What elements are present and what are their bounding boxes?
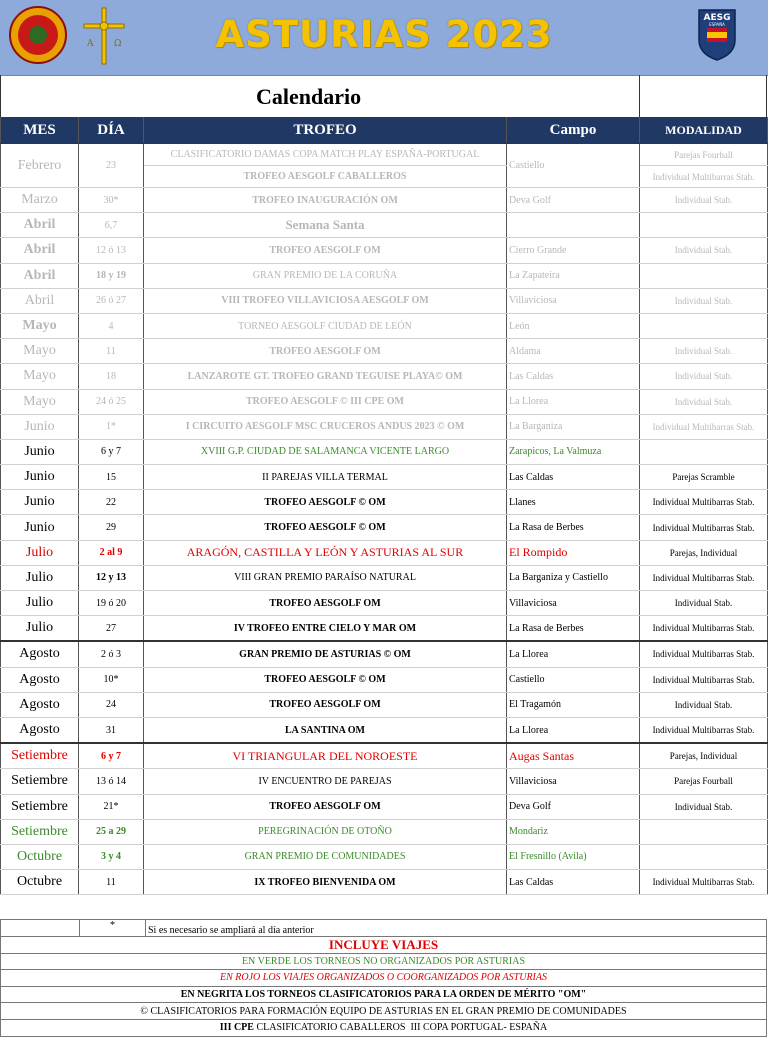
cell-dia: 6,7	[79, 213, 144, 238]
cell-trofeo: I CIRCUITO AESGOLF MSC CRUCEROS ANDUS 2023 © OM	[144, 414, 507, 439]
title-box	[0, 75, 767, 117]
page-banner-title: ASTURIAS 2023	[215, 13, 553, 56]
divider	[639, 75, 640, 117]
cell-dia: 2 al 9	[79, 540, 144, 565]
cell-modalidad: Parejas Scramble	[640, 465, 768, 490]
cell-dia: 22	[79, 490, 144, 515]
cell-dia: 11	[79, 339, 144, 364]
table-row	[1, 414, 768, 439]
shield-text-top: AESG	[703, 13, 731, 23]
table-row	[1, 263, 768, 288]
table-row	[1, 490, 768, 515]
cell-campo: El Fresnillo (Avila)	[507, 844, 640, 869]
cell-dia: 6 y 7	[79, 743, 144, 769]
cell-campo: La Llorea	[507, 717, 640, 743]
table-row	[1, 565, 768, 590]
svg-text:A: A	[87, 39, 94, 49]
cell-trofeo: TROFEO AESGOLF OM	[144, 339, 507, 364]
table-row	[1, 692, 768, 717]
cell-modalidad: Individual Multibarras Stab.	[640, 717, 768, 743]
cell-trofeo: XVIII G.P. CIUDAD DE SALAMANCA VICENTE LARGO	[144, 439, 507, 464]
cell-dia: 3 y 4	[79, 844, 144, 869]
cell-campo: Augas Santas	[507, 743, 640, 769]
cell-mes: Junio	[1, 515, 79, 540]
cell-modalidad: Individual Multibarras Stab.	[640, 166, 768, 188]
table-header	[1, 117, 768, 144]
cell-dia: 21*	[79, 794, 144, 819]
cell-campo: Villaviciosa	[507, 288, 640, 313]
cell-campo: Deva Golf	[507, 794, 640, 819]
cell-campo: Castiello	[507, 144, 640, 188]
cell-campo: Las Caldas	[507, 465, 640, 490]
page-title: Calendario	[256, 84, 362, 109]
cell-modalidad: Individual Stab.	[640, 591, 768, 616]
table-row	[1, 389, 768, 414]
cell-trofeo: VI TRIANGULAR DEL NOROESTE	[144, 743, 507, 769]
cell-dia: 24 ó 25	[79, 389, 144, 414]
cell-dia: 25 a 29	[79, 819, 144, 844]
legend-text: EN NEGRITA LOS TORNEOS CLASIFICATORIOS PARA LA ORDEN DE MÉRITO "OM"	[1, 986, 767, 1003]
cell-modalidad: Individual Stab.	[640, 692, 768, 717]
col-header-mes: MES	[1, 117, 79, 144]
cell-dia: 1*	[79, 414, 144, 439]
cell-dia: 27	[79, 616, 144, 642]
cell-dia: 2 ó 3	[79, 641, 144, 667]
cell-mes: Mayo	[1, 313, 79, 338]
cell-dia: 18 y 19	[79, 263, 144, 288]
cell-modalidad: Individual Stab.	[640, 288, 768, 313]
table-row	[1, 439, 768, 464]
legend-text: EN VERDE LOS TORNEOS NO ORGANIZADOS POR ASTURIAS	[1, 953, 767, 970]
table-row	[1, 213, 768, 238]
cell-dia: 31	[79, 717, 144, 743]
cell-dia: 11	[79, 870, 144, 895]
cell-mes: Agosto	[1, 667, 79, 692]
cell-campo: El Tragamón	[507, 692, 640, 717]
cell-campo: La Barganiza	[507, 414, 640, 439]
cell-trofeo: IX TROFEO BIENVENIDA OM	[144, 870, 507, 895]
cell-campo: Castiello	[507, 667, 640, 692]
table-row	[1, 540, 768, 565]
cell-dia: 19 ó 20	[79, 591, 144, 616]
table-row	[1, 794, 768, 819]
cell-modalidad	[640, 263, 768, 288]
cell-mes: Julio	[1, 591, 79, 616]
table-row	[1, 743, 768, 769]
cell-mes: Marzo	[1, 188, 79, 213]
cell-trofeo: TROFEO INAUGURACIÓN OM	[144, 188, 507, 213]
cell-mes: Mayo	[1, 364, 79, 389]
cell-campo	[507, 213, 640, 238]
cell-modalidad: Individual Stab.	[640, 389, 768, 414]
cell-trofeo: TROFEO AESGOLF OM	[144, 692, 507, 717]
cell-mes: Setiembre	[1, 743, 79, 769]
cell-campo: Deva Golf	[507, 188, 640, 213]
cell-modalidad	[640, 213, 768, 238]
footnote-blank	[1, 920, 80, 937]
legend-table	[0, 919, 767, 1037]
legend-row	[1, 1019, 767, 1036]
svg-text:Ω: Ω	[114, 39, 122, 49]
cell-campo: La Zapateira	[507, 263, 640, 288]
cell-dia: 12 ó 13	[79, 238, 144, 263]
table-row	[1, 641, 768, 667]
col-header-campo: Campo	[507, 117, 640, 144]
cell-mes: Abril	[1, 263, 79, 288]
cell-modalidad: Individual Stab.	[640, 238, 768, 263]
cell-mes: Abril	[1, 213, 79, 238]
cell-campo: Las Caldas	[507, 364, 640, 389]
cell-dia: 15	[79, 465, 144, 490]
cell-dia: 29	[79, 515, 144, 540]
cell-mes: Octubre	[1, 844, 79, 869]
cell-trofeo: GRAN PREMIO DE ASTURIAS © OM	[144, 641, 507, 667]
cell-campo: Aldama	[507, 339, 640, 364]
cell-campo: León	[507, 313, 640, 338]
cell-campo: La Rasa de Berbes	[507, 616, 640, 642]
cell-trofeo: CLASIFICATORIO DAMAS COPA MATCH PLAY ESPAÑA-PORTUGAL	[144, 144, 507, 166]
cell-campo: Cierro Grande	[507, 238, 640, 263]
cell-mes: Mayo	[1, 389, 79, 414]
cell-modalidad: Individual Stab.	[640, 794, 768, 819]
cell-dia: 4	[79, 313, 144, 338]
cell-trofeo: TROFEO AESGOLF © OM	[144, 667, 507, 692]
legend-row	[1, 970, 767, 987]
cell-mes: Abril	[1, 238, 79, 263]
calendar-table	[0, 117, 768, 895]
cell-dia: 23	[79, 144, 144, 188]
cell-modalidad: Individual Multibarras Stab.	[640, 565, 768, 590]
cell-trofeo: IV TROFEO ENTRE CIELO Y MAR OM	[144, 616, 507, 642]
col-header-modalidad: MODALIDAD	[640, 117, 768, 144]
footnote-row	[1, 920, 767, 937]
cell-modalidad: Individual Multibarras Stab.	[640, 414, 768, 439]
cell-campo: Mondariz	[507, 819, 640, 844]
cell-modalidad	[640, 439, 768, 464]
table-row	[1, 144, 768, 166]
cell-campo: La Barganiza y Castiello	[507, 565, 640, 590]
cell-trofeo: ARAGÓN, CASTILLA Y LEÓN Y ASTURIAS AL SUR	[144, 540, 507, 565]
table-row	[1, 616, 768, 642]
col-header-trofeo: TROFEO	[144, 117, 507, 144]
cell-modalidad	[640, 819, 768, 844]
cell-dia: 18	[79, 364, 144, 389]
cell-mes: Julio	[1, 540, 79, 565]
cell-trofeo: GRAN PREMIO DE LA CORUÑA	[144, 263, 507, 288]
cell-trofeo: TROFEO AESGOLF © OM	[144, 490, 507, 515]
col-header-dia: DÍA	[79, 117, 144, 144]
cell-trofeo: TORNEO AESGOLF CIUDAD DE LEÓN	[144, 313, 507, 338]
legend-cpe-rest: CLASIFICATORIO CABALLEROS III COPA PORTUGAL- ESPAÑA	[253, 1022, 548, 1034]
cell-trofeo: TROFEO AESGOLF OM	[144, 238, 507, 263]
cell-trofeo: PEREGRINACIÓN DE OTOÑO	[144, 819, 507, 844]
cell-campo: Villaviciosa	[507, 769, 640, 794]
legend-row	[1, 1003, 767, 1020]
cell-trofeo: LA SANTINA OM	[144, 717, 507, 743]
cell-mes: Junio	[1, 439, 79, 464]
cell-mes: Julio	[1, 616, 79, 642]
table-row	[1, 819, 768, 844]
cell-trofeo: VIII GRAN PREMIO PARAÍSO NATURAL	[144, 565, 507, 590]
table-row	[1, 515, 768, 540]
table-row	[1, 288, 768, 313]
cell-campo: La Llorea	[507, 389, 640, 414]
cell-trofeo: GRAN PREMIO DE COMUNIDADES	[144, 844, 507, 869]
cell-dia: 10*	[79, 667, 144, 692]
cell-mes: Octubre	[1, 870, 79, 895]
cell-mes: Junio	[1, 490, 79, 515]
cell-campo: La Llorea	[507, 641, 640, 667]
cell-trofeo: TROFEO AESGOLF CABALLEROS	[144, 166, 507, 188]
table-row	[1, 313, 768, 338]
table-row	[1, 238, 768, 263]
cell-modalidad: Individual Stab.	[640, 188, 768, 213]
legend-cpe-bold: III CPE	[219, 1022, 254, 1034]
cell-modalidad: Individual Multibarras Stab.	[640, 515, 768, 540]
cell-modalidad: Parejas, Individual	[640, 743, 768, 769]
table-row	[1, 364, 768, 389]
legend-row	[1, 936, 767, 953]
cell-mes: Agosto	[1, 692, 79, 717]
table-row	[1, 769, 768, 794]
legend-text: © CLASIFICATORIOS PARA FORMACIÓN EQUIPO DE ASTURIAS EN EL GRAN PREMIO DE COMUNIDADES	[1, 1003, 767, 1020]
cell-modalidad: Parejas Fourball	[640, 144, 768, 166]
cell-dia: 30*	[79, 188, 144, 213]
cell-mes: Setiembre	[1, 769, 79, 794]
cell-modalidad: Parejas, Individual	[640, 540, 768, 565]
cell-dia: 24	[79, 692, 144, 717]
cell-modalidad: Parejas Fourball	[640, 769, 768, 794]
cell-modalidad: Individual Multibarras Stab.	[640, 667, 768, 692]
cell-modalidad: Individual Stab.	[640, 339, 768, 364]
cell-modalidad: Individual Multibarras Stab.	[640, 616, 768, 642]
cell-mes: Julio	[1, 565, 79, 590]
table-row	[1, 188, 768, 213]
cell-campo: La Rasa de Berbes	[507, 515, 640, 540]
cell-campo: Las Caldas	[507, 870, 640, 895]
table-row	[1, 591, 768, 616]
cell-modalidad: Individual Stab.	[640, 364, 768, 389]
cell-campo: Zarapicos, La Valmuza	[507, 439, 640, 464]
cell-trofeo: TROFEO AESGOLF © III CPE OM	[144, 389, 507, 414]
cell-modalidad	[640, 844, 768, 869]
cell-mes: Febrero	[1, 144, 79, 188]
cell-mes: Setiembre	[1, 819, 79, 844]
cell-mes: Agosto	[1, 641, 79, 667]
cell-dia: 12 y 13	[79, 565, 144, 590]
cell-campo: Villaviciosa	[507, 591, 640, 616]
cell-trofeo: LANZAROTE GT. TROFEO GRAND TEGUISE PLAYA© OM	[144, 364, 507, 389]
cell-trofeo: VIII TROFEO VILLAVICIOSA AESGOLF OM	[144, 288, 507, 313]
table-row	[1, 844, 768, 869]
legend-row	[1, 953, 767, 970]
legend-text: EN ROJO LOS VIAJES ORGANIZADOS O COORGANIZADOS POR ASTURIAS	[1, 970, 767, 987]
cell-dia: 26 ó 27	[79, 288, 144, 313]
cell-dia: 6 y 7	[79, 439, 144, 464]
table-row	[1, 717, 768, 743]
footnote-mark: *	[80, 920, 146, 937]
cell-campo: El Rompido	[507, 540, 640, 565]
shield-text-sub: ESPAÑA	[709, 22, 725, 27]
cell-mes: Setiembre	[1, 794, 79, 819]
cell-modalidad: Individual Multibarras Stab.	[640, 490, 768, 515]
table-row	[1, 465, 768, 490]
cell-trofeo: IV ENCUENTRO DE PAREJAS	[144, 769, 507, 794]
cell-mes: Junio	[1, 414, 79, 439]
cell-modalidad: Individual Multibarras Stab.	[640, 641, 768, 667]
table-row	[1, 667, 768, 692]
aesg-shield-icon	[697, 8, 737, 62]
cell-trofeo: Semana Santa	[144, 213, 507, 238]
cell-mes: Agosto	[1, 717, 79, 743]
header-banner	[0, 0, 768, 76]
cell-modalidad	[640, 313, 768, 338]
table-row	[1, 339, 768, 364]
legend-text: INCLUYE VIAJES	[1, 936, 767, 953]
cell-campo: Llanes	[507, 490, 640, 515]
cell-mes: Mayo	[1, 339, 79, 364]
footnote-text: Si es necesario se ampliará al día anterior	[146, 920, 767, 937]
cell-dia: 13 ó 14	[79, 769, 144, 794]
cell-trofeo: TROFEO AESGOLF OM	[144, 591, 507, 616]
legend-text-cpe	[1, 1019, 767, 1036]
cell-trofeo: TROFEO AESGOLF © OM	[144, 515, 507, 540]
cell-modalidad: Individual Multibarras Stab.	[640, 870, 768, 895]
cell-mes: Junio	[1, 465, 79, 490]
table-row	[1, 870, 768, 895]
legend-row	[1, 986, 767, 1003]
cell-mes: Abril	[1, 288, 79, 313]
cell-trofeo: II PAREJAS VILLA TERMAL	[144, 465, 507, 490]
cell-trofeo: TROFEO AESGOLF OM	[144, 794, 507, 819]
